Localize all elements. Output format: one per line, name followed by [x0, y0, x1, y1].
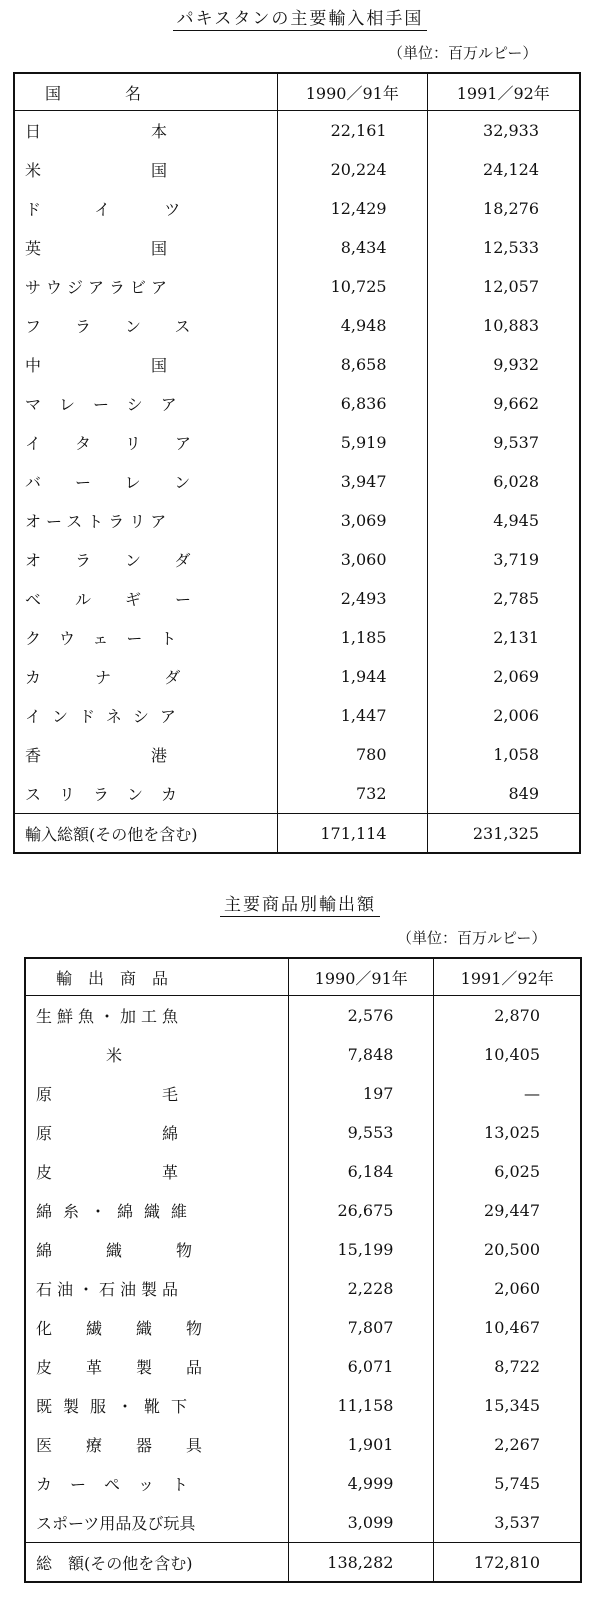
imports-table — [13, 72, 581, 854]
country-row — [14, 501, 580, 540]
value-1991-92: — — [524, 1084, 540, 1103]
commodity-row — [25, 1035, 581, 1074]
row-label: バーレン — [14, 462, 278, 501]
row-label: 米国 — [14, 150, 278, 189]
row-label: 石油・石油製品 — [25, 1269, 289, 1308]
imports-table-title: パキスタンの主要輸入相手国 — [0, 4, 600, 29]
value-1991-92: 2,267 — [494, 1435, 540, 1454]
row-label: オランダ — [14, 540, 278, 579]
row-label: 中国 — [14, 345, 278, 384]
value-1990-91: 11,158 — [289, 1386, 434, 1425]
value-1991-92: 5,745 — [494, 1474, 540, 1493]
value-1990-91: 3,069 — [278, 501, 428, 540]
value-1990-91: 9,553 — [289, 1113, 434, 1152]
row-label: インドネシア — [14, 696, 278, 735]
commodity-row — [25, 1308, 581, 1347]
value-1990-91: 732 — [278, 774, 428, 814]
value-1991-92: 2,131 — [493, 628, 539, 647]
country-row — [14, 384, 580, 423]
value-1991-92: 29,447 — [484, 1201, 540, 1220]
row-label: オーストラリア — [14, 501, 278, 540]
value-1990-91: 780 — [278, 735, 428, 774]
commodity-row — [25, 1230, 581, 1269]
value-1990-91: 1,944 — [278, 657, 428, 696]
country-row — [14, 423, 580, 462]
value-1990-91: 7,807 — [289, 1308, 434, 1347]
exports-unit-label: （単位：百万ルピー） — [397, 929, 547, 947]
value-1990-91: 10,725 — [278, 267, 428, 306]
commodity-row — [25, 1386, 581, 1425]
value-1990-91: 1,901 — [289, 1425, 434, 1464]
header-commodity: 輸 出 商 品 — [25, 958, 289, 996]
commodity-row — [25, 1191, 581, 1230]
total-row — [14, 814, 580, 854]
commodity-row — [25, 1152, 581, 1191]
value-1990-91: 15,199 — [289, 1230, 434, 1269]
commodity-row — [25, 1347, 581, 1386]
header-year-1990-91: 1990／91年 — [289, 958, 434, 996]
total-value-1990-91: 171,114 — [278, 814, 428, 854]
country-row — [14, 735, 580, 774]
row-label: クウェート — [14, 618, 278, 657]
value-1991-92: 18,276 — [483, 199, 539, 218]
value-1990-91: 6,071 — [289, 1347, 434, 1386]
value-1991-92: 9,932 — [493, 355, 539, 374]
exports-header-row — [25, 958, 581, 996]
country-row — [14, 111, 580, 151]
value-1990-91: 4,948 — [278, 306, 428, 345]
value-1991-92: 24,124 — [483, 160, 539, 179]
row-label: 既製服・靴下 — [25, 1386, 289, 1425]
value-1991-92: 10,405 — [484, 1045, 540, 1064]
country-row — [14, 267, 580, 306]
country-row — [14, 462, 580, 501]
imports-unit-label: （単位：百万ルピー） — [388, 44, 538, 62]
value-1990-91: 8,434 — [278, 228, 428, 267]
total-value-1991-92: 172,810 — [434, 1543, 581, 1583]
row-label: 原綿 — [25, 1113, 289, 1152]
country-row — [14, 579, 580, 618]
total-value-1990-91: 138,282 — [289, 1543, 434, 1583]
total-label: 輸入総額(その他を含む) — [14, 814, 278, 854]
commodity-row — [25, 1074, 581, 1113]
value-1990-91: 3,947 — [278, 462, 428, 501]
row-label: イタリア — [14, 423, 278, 462]
commodity-row — [25, 1425, 581, 1464]
row-label: サウジアラビア — [14, 267, 278, 306]
row-label: マレーシア — [14, 384, 278, 423]
value-1990-91: 1,447 — [278, 696, 428, 735]
commodity-row — [25, 1113, 581, 1152]
value-1990-91: 7,848 — [289, 1035, 434, 1074]
value-1991-92: 13,025 — [484, 1123, 540, 1142]
country-row — [14, 618, 580, 657]
row-label: 医療器具 — [25, 1425, 289, 1464]
value-1990-91: 3,060 — [278, 540, 428, 579]
value-1991-92: 6,025 — [494, 1162, 540, 1181]
value-1991-92: 15,345 — [484, 1396, 540, 1415]
header-country: 国 名 — [14, 73, 278, 111]
row-label: 化繊織物 — [25, 1308, 289, 1347]
value-1991-92: 2,060 — [494, 1279, 540, 1298]
value-1990-91: 22,161 — [278, 111, 428, 151]
row-label: カナダ — [14, 657, 278, 696]
commodity-row — [25, 1464, 581, 1503]
header-year-1991-92: 1991／92年 — [434, 958, 581, 996]
row-label: スリランカ — [14, 774, 278, 814]
value-1991-92: 10,883 — [483, 316, 539, 335]
row-label: 皮革製品 — [25, 1347, 289, 1386]
commodity-row — [25, 1269, 581, 1308]
value-1991-92: 4,945 — [493, 511, 539, 530]
row-label: 生鮮魚・加工魚 — [25, 996, 289, 1036]
value-1991-92: 10,467 — [484, 1318, 540, 1337]
value-1990-91: 12,429 — [278, 189, 428, 228]
country-row — [14, 228, 580, 267]
country-row — [14, 345, 580, 384]
country-row — [14, 306, 580, 345]
value-1990-91: 197 — [289, 1074, 434, 1113]
value-1991-92: 3,537 — [494, 1513, 540, 1532]
exports-table-title: 主要商品別輸出額 — [0, 890, 600, 915]
country-row — [14, 540, 580, 579]
header-year-1991-92: 1991／92年 — [427, 73, 580, 111]
row-label: 日本 — [14, 111, 278, 151]
total-label: 総 額(その他を含む) — [25, 1543, 289, 1583]
row-label: フランス — [14, 306, 278, 345]
value-1991-92: 9,662 — [493, 394, 539, 413]
commodity-row — [25, 1503, 581, 1543]
value-1990-91: 2,228 — [289, 1269, 434, 1308]
row-label: カーペット — [25, 1464, 289, 1503]
value-1990-91: 2,576 — [289, 996, 434, 1036]
value-1991-92: 849 — [508, 784, 539, 803]
header-year-1990-91: 1990／91年 — [278, 73, 428, 111]
value-1991-92: 12,057 — [483, 277, 539, 296]
value-1991-92: 3,719 — [493, 550, 539, 569]
value-1990-91: 6,184 — [289, 1152, 434, 1191]
value-1990-91: 1,185 — [278, 618, 428, 657]
row-label: スポーツ用品及び玩具 — [25, 1503, 289, 1543]
value-1990-91: 20,224 — [278, 150, 428, 189]
value-1991-92: 6,028 — [493, 472, 539, 491]
country-row — [14, 774, 580, 814]
value-1990-91: 5,919 — [278, 423, 428, 462]
row-label: ベルギー — [14, 579, 278, 618]
commodity-row — [25, 996, 581, 1036]
imports-header-row — [14, 73, 580, 111]
row-label: 英国 — [14, 228, 278, 267]
value-1991-92: 32,933 — [483, 121, 539, 140]
exports-table — [24, 957, 582, 1583]
value-1990-91: 2,493 — [278, 579, 428, 618]
value-1991-92: 2,785 — [493, 589, 539, 608]
value-1991-92: 1,058 — [493, 745, 539, 764]
value-1990-91: 4,999 — [289, 1464, 434, 1503]
country-row — [14, 189, 580, 228]
total-row — [25, 1543, 581, 1583]
value-1991-92: 9,537 — [493, 433, 539, 452]
row-label: ドイツ — [14, 189, 278, 228]
country-row — [14, 150, 580, 189]
row-label: 綿織物 — [25, 1230, 289, 1269]
value-1991-92: 12,533 — [483, 238, 539, 257]
value-1991-92: 8,722 — [494, 1357, 540, 1376]
row-label: 原毛 — [25, 1074, 289, 1113]
value-1991-92: 2,006 — [493, 706, 539, 725]
row-label: 香港 — [14, 735, 278, 774]
value-1990-91: 3,099 — [289, 1503, 434, 1543]
row-label: 米 — [25, 1035, 289, 1074]
country-row — [14, 657, 580, 696]
row-label: 綿糸・綿織維 — [25, 1191, 289, 1230]
value-1991-92: 20,500 — [484, 1240, 540, 1259]
row-label: 皮革 — [25, 1152, 289, 1191]
value-1990-91: 6,836 — [278, 384, 428, 423]
value-1990-91: 8,658 — [278, 345, 428, 384]
country-row — [14, 696, 580, 735]
value-1991-92: 2,870 — [494, 1006, 540, 1025]
value-1991-92: 2,069 — [493, 667, 539, 686]
total-value-1991-92: 231,325 — [427, 814, 580, 854]
value-1990-91: 26,675 — [289, 1191, 434, 1230]
